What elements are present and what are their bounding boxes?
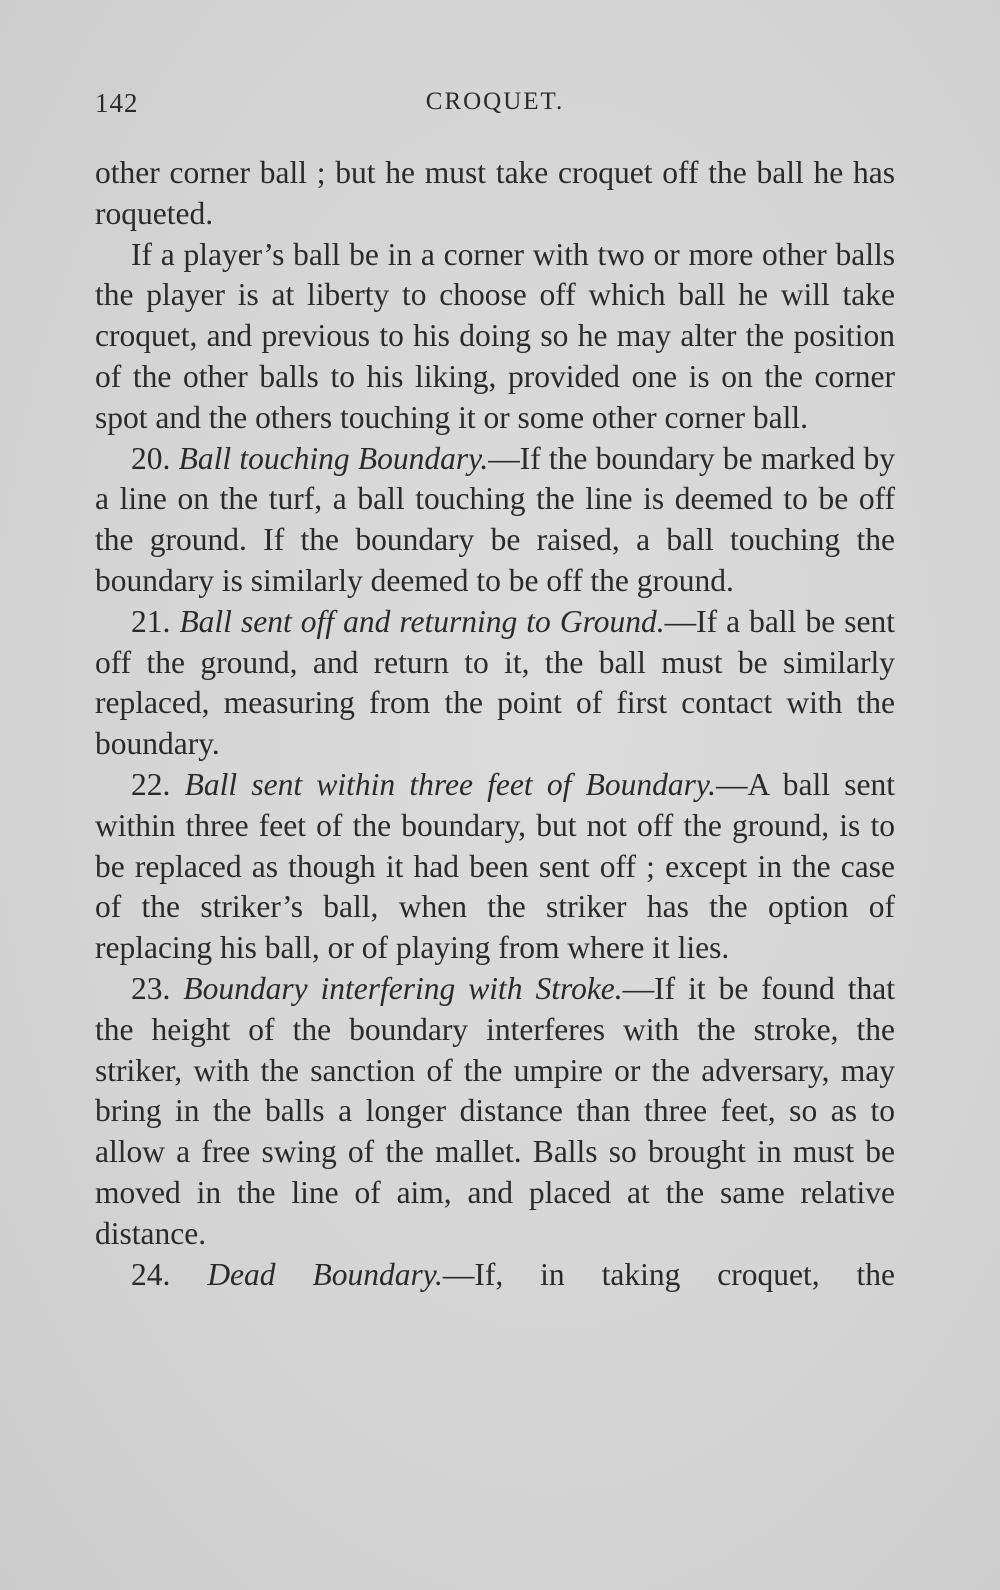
body-text <box>95 153 895 1295</box>
page-number: 142 <box>95 88 139 118</box>
running-title: CROQUET. <box>425 88 565 115</box>
page-header <box>95 88 895 128</box>
rule-heading: Boundary interfering with Stroke. <box>183 970 623 1006</box>
rule-20 <box>95 439 895 602</box>
rule-text: —If it be found that the height of the boundary interferes with the stroke, the striker, with the sanction of the umpire or the adversary, may bring in the balls a longer distance than three feet, so as to allow a free swing of the mallet. Balls so brought in must be moved in the line of aim, and placed at the same relative distance. <box>95 970 895 1251</box>
paragraph-continuation <box>95 153 895 235</box>
rule-22 <box>95 765 895 969</box>
rule-heading: Ball sent off and returning to Ground. <box>179 603 665 639</box>
rule-number: 22. <box>131 766 171 802</box>
rule-text: —If the boundary be marked by a line on the turf, a ball touching the line is deemed to be off the ground. If the boundary be raised, a ball touching the boundary is similarly deemed to be off the ground. <box>95 440 896 598</box>
rule-24 <box>95 1255 895 1296</box>
rule-number: 21. <box>131 603 171 639</box>
rule-number: 24. <box>131 1256 171 1292</box>
rule-text: —If, in taking croquet, the <box>442 1256 896 1292</box>
paragraph-text: other corner ball ; but he must take croquet off the ball he has roqueted. <box>95 155 895 231</box>
rule-21 <box>95 602 895 765</box>
rule-number: 20. <box>131 440 171 476</box>
rule-23 <box>95 969 895 1255</box>
paragraph-text: If a player’s ball be in a corner with two or more other balls the player is at liberty to choose off which ball he will take croquet, and previous to his doing so he may alter the position of the other balls to his liking, provided one is on the corner spot and the others touching it or some other corner ball. <box>95 236 895 435</box>
rule-number: 23. <box>131 970 171 1006</box>
rule-text: —A ball sent within three feet of the boundary, but not off the ground, is to be replaced as though it had been sent off ; except in the case of the striker’s ball, when the striker has the option of replacing his ball, or of playing from where it lies. <box>95 766 895 966</box>
rule-heading: Ball sent within three feet of Boundary. <box>184 766 716 802</box>
rule-heading: Ball touching Boundary. <box>178 440 489 476</box>
rule-text: —If a ball be sent off the ground, and return to it, the ball must be similarly replaced, measuring from the point of first contact with the boundary. <box>95 603 896 762</box>
rule-heading: Dead Boundary. <box>207 1256 443 1292</box>
paragraph-corner-balls <box>95 235 895 439</box>
